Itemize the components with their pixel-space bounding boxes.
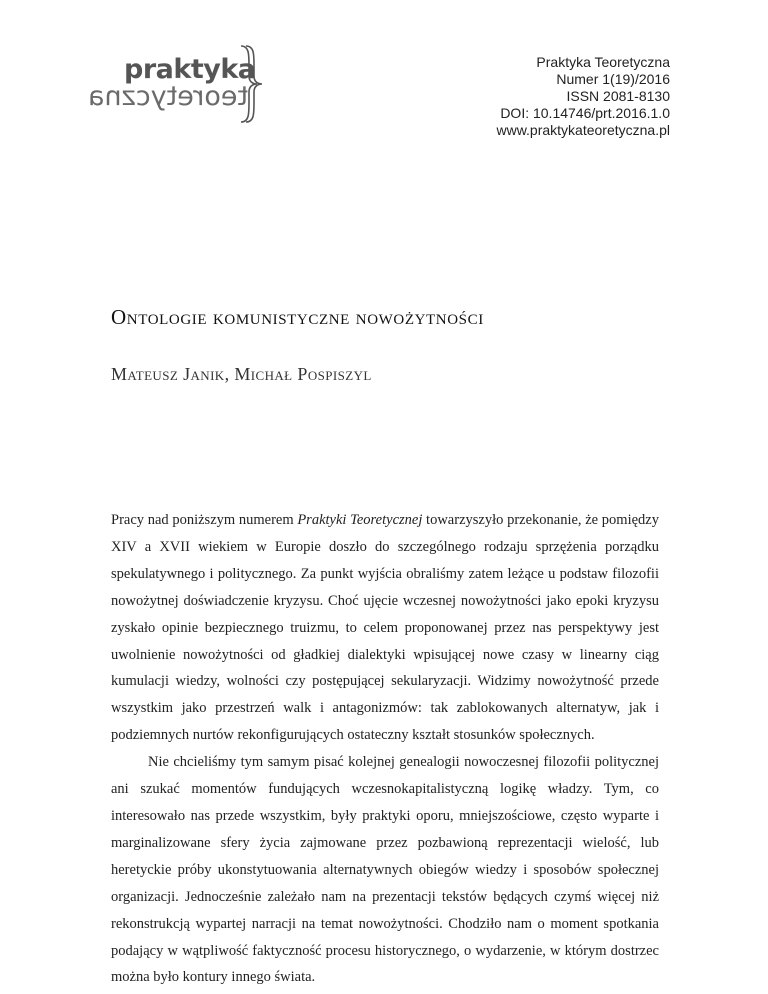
journal-logo <box>88 44 278 124</box>
paragraph-2: Nie chcieliśmy tym samym pisać kolejnej genealogii nowoczesnej filozofii politycznej ani szukać momentów fundujących wczesnokapitalistyczną logikę władzy. Tym, co interesowało nas przede wszystkim, były praktyki oporu, mniejszościowe, często wyparte i marginalizowane sfery życia zajmowane przez pozbawioną reprezentacji wielość, lub heretyckie próby ukonstytuowania alternatywnych obiegów wiedzy i sposobów społecznej organizacji. Jednocześnie zależało nam na prezentacji tekstów będących czymś więcej niż rekonstrukcją wypartej narracji na temat nowożytności. Chodziło nam o moment spotkania podający w wątpliwość faktyczność procesu historycznego, o wydarzenie, w którym dostrzec można było kontury innego świata. <box>111 754 659 986</box>
article-body <box>111 507 659 991</box>
journal-website: www.praktykateoretyczna.pl <box>496 122 670 138</box>
logo-word-praktyka: praktyka <box>124 54 256 85</box>
logo-word-teoretyczna-mirrored: teoretyczna <box>88 81 249 112</box>
journal-title-italic: Praktyki Teoretycznej <box>297 512 423 528</box>
doi: DOI: 10.14746/prt.2016.1.0 <box>500 105 670 121</box>
journal-name: Praktyka Teoretyczna <box>536 54 670 70</box>
article-authors: Mateusz Janik, Michał Pospiszyl <box>111 364 372 384</box>
issn: ISSN 2081-8130 <box>566 88 670 104</box>
logo-brace-icon <box>238 44 264 124</box>
paragraph-1: Pracy nad poniższym numerem Praktyki Teoretycznej towarzyszyło przekonanie, że pomiędzy XIV a XVII wiekiem w Europie doszło do szczególnego rodzaju sprzężenia porządku spekulatywnego i politycznego. Za punkt wyjścia obraliśmy zatem leżące u podstaw filozofii nowożytnej doświadczenie kryzysu. Choć ujęcie wczesnej nowożytności jako epoki kryzysu zyskało opinie bezpiecznego truizmu, to celem proponowanej przez nas perspektywy jest uwolnienie nowożytności od gładkiej dialektyki wpisującej nowe czasy w linearny ciąg kumulacji wiedzy, wolności czy postępującej sekularyzacji. Widzimy nowożytność przede wszystkim jako przestrzeń walk i antagonizmów: tak zablokowanych alternatyw, jak i podziemnych nurtów rekonfigurujących ostateczny kształt stosunków społecznych. <box>111 512 659 744</box>
article-title: Ontologie komunistyczne nowożytności <box>111 305 484 329</box>
journal-metadata <box>496 54 670 139</box>
issue-number: Numer 1(19)/2016 <box>556 71 670 87</box>
